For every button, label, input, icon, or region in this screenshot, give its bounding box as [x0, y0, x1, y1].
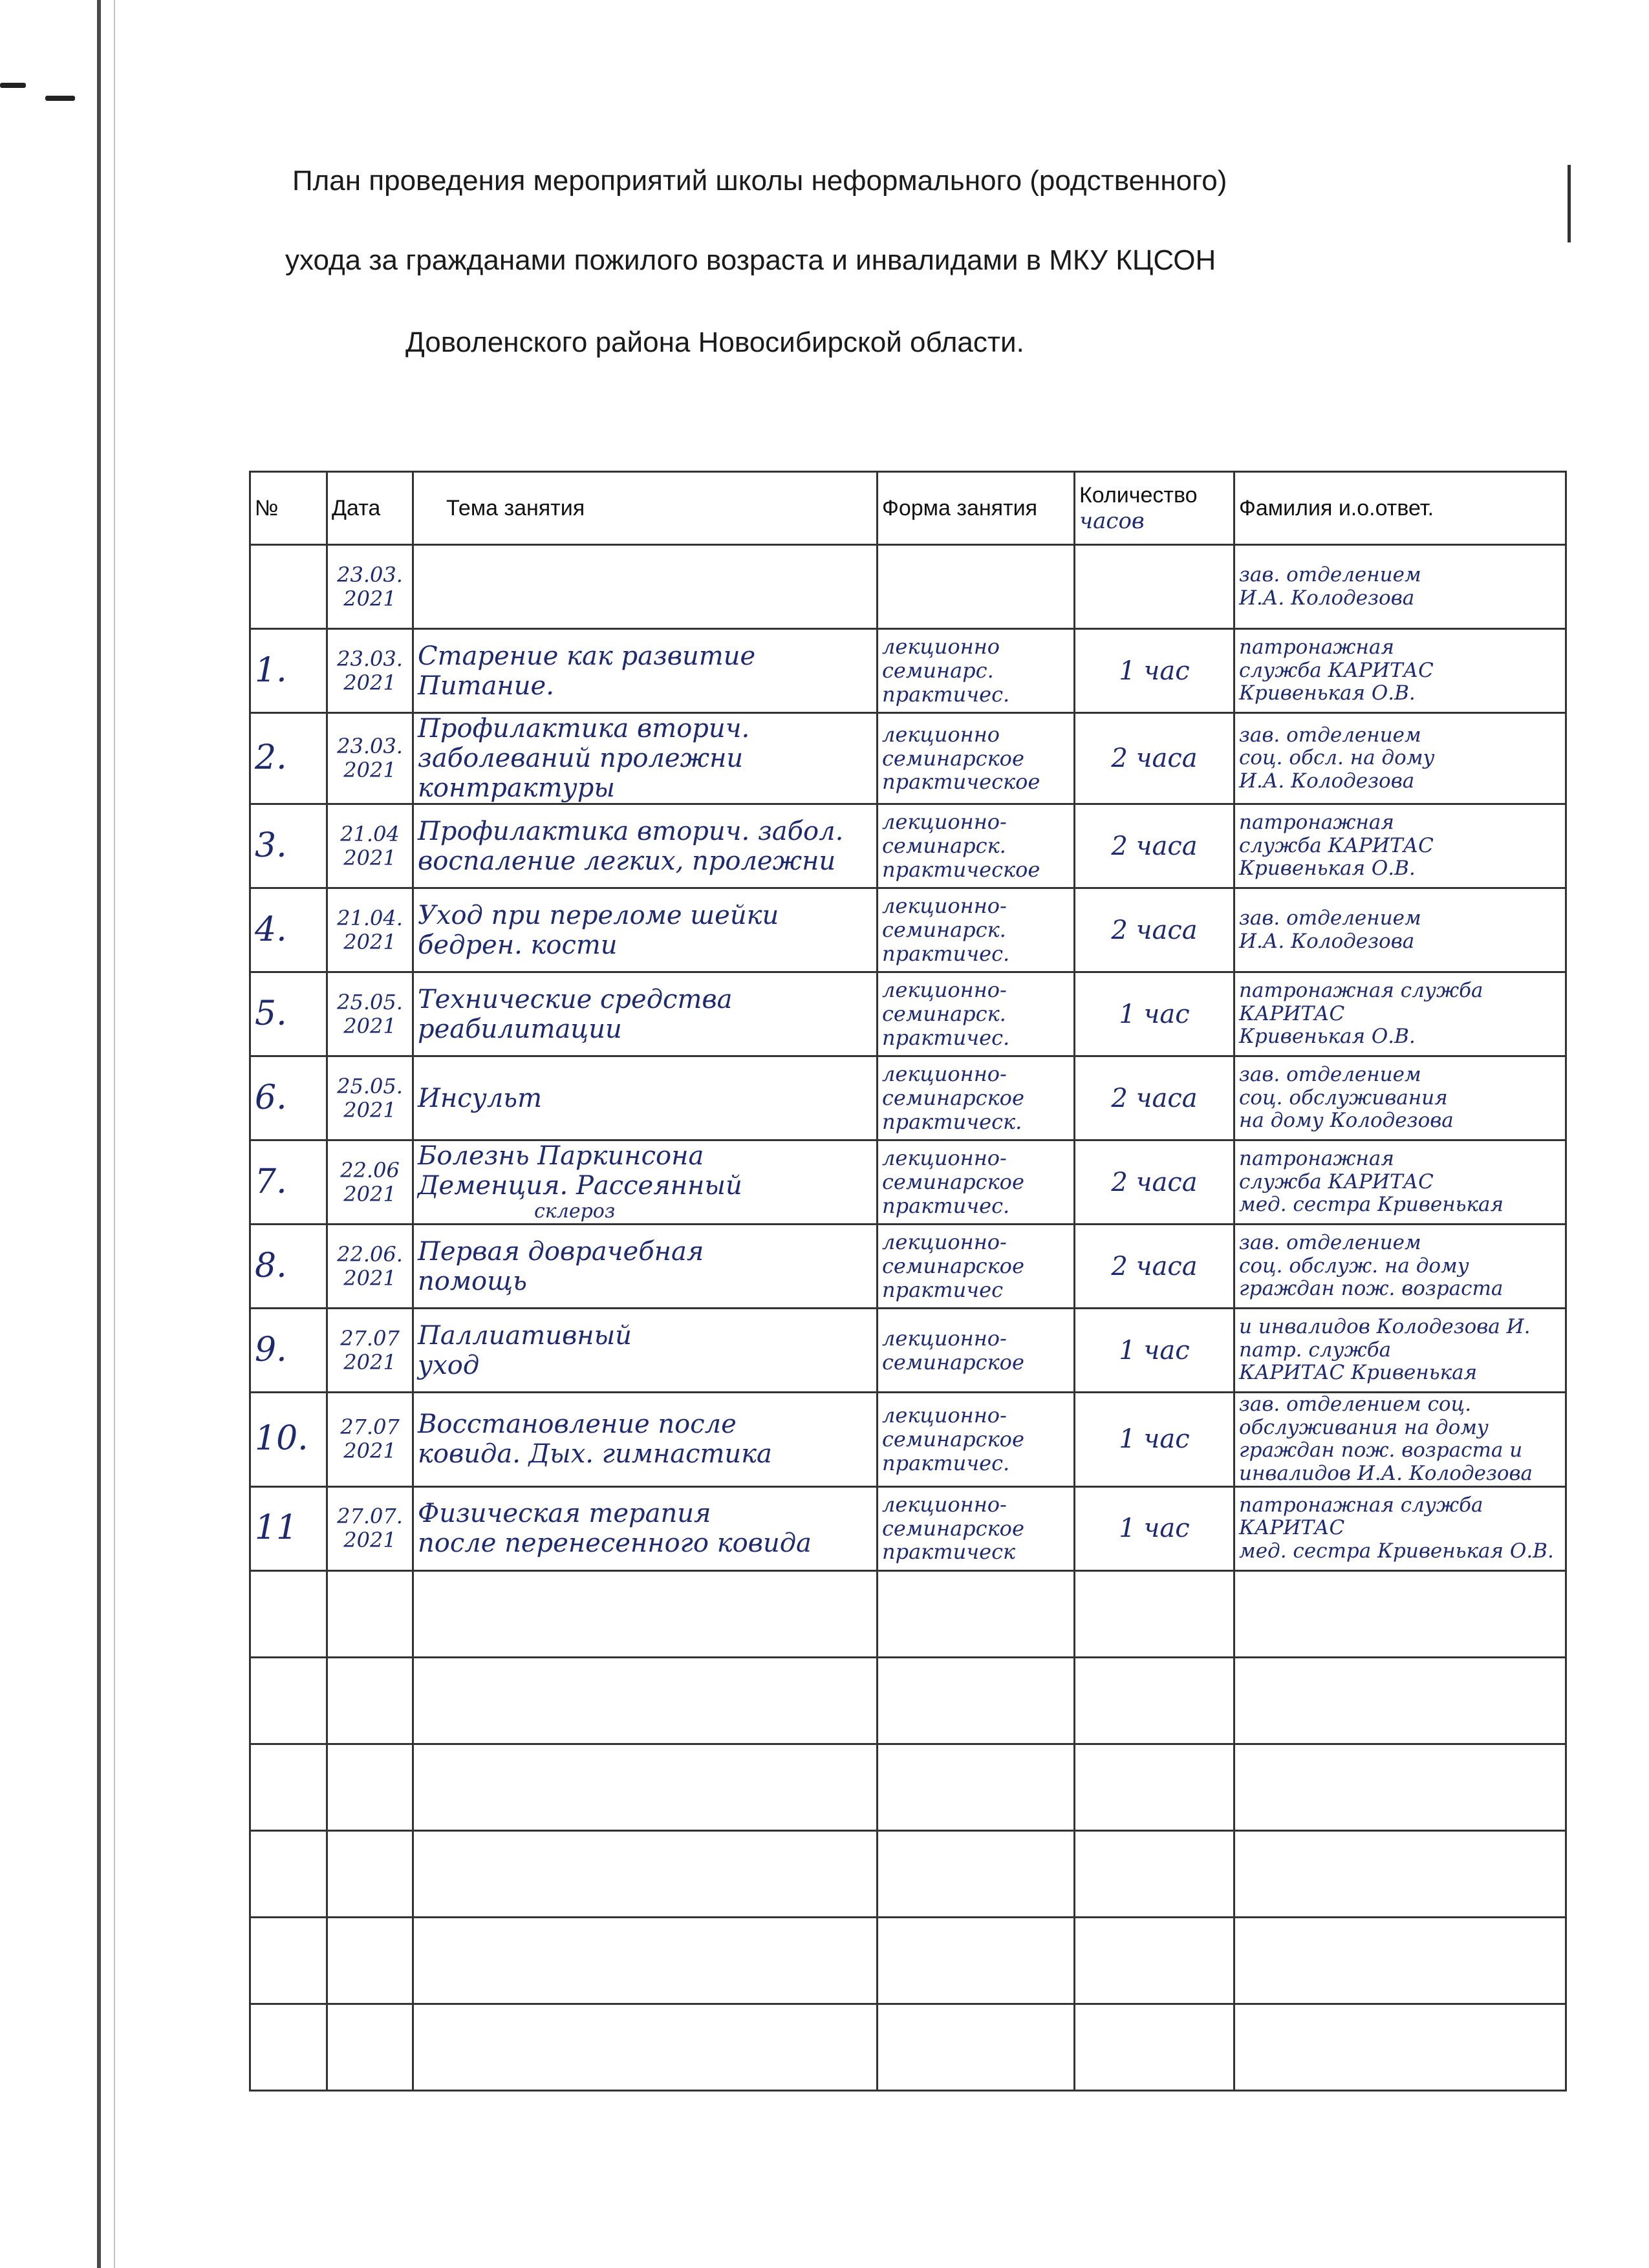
- hours-text: 2 часа: [1111, 744, 1198, 773]
- cell-responsible: [1234, 972, 1566, 1056]
- responsible-text: патронажная служба КАРИТАС мед. сестра Кривенькая О.В.: [1239, 1493, 1554, 1563]
- blank-cell: [878, 1657, 1075, 1744]
- cell-topic: [413, 804, 878, 888]
- cell-date: [327, 713, 413, 804]
- cell-form: [878, 1393, 1075, 1487]
- table-row: [250, 972, 1566, 1056]
- cell-form: [878, 545, 1075, 629]
- date-text: 23.03. 2021: [337, 646, 403, 695]
- title-line-2: ухода за гражданами пожилого возраста и инвалидами в МКУ КЦСОН: [285, 244, 1216, 276]
- cell-responsible: [1234, 1225, 1566, 1309]
- cell-hours: [1075, 1393, 1234, 1487]
- table-row: [250, 1225, 1566, 1309]
- cell-num: [250, 804, 327, 888]
- table-body: [250, 545, 1566, 2091]
- form-text: лекционно- семинарское практическ: [882, 1492, 1024, 1565]
- cell-hours: [1075, 713, 1234, 804]
- cell-topic: [413, 1225, 878, 1309]
- form-text: лекционно- семинарское практическ.: [882, 1062, 1024, 1134]
- blank-table-row: [250, 1744, 1566, 1830]
- topic-extra-text: склероз: [534, 1200, 616, 1223]
- num-text: 8.: [255, 1246, 287, 1285]
- cell-hours: [1075, 888, 1234, 972]
- cell-responsible: [1234, 1393, 1566, 1487]
- table-row: [250, 1309, 1566, 1393]
- form-text: лекционно- семинарское практичес.: [882, 1146, 1024, 1218]
- num-text: 10.: [255, 1419, 308, 1459]
- cell-num: [250, 888, 327, 972]
- hours-text: 1 час: [1119, 1514, 1190, 1544]
- cell-hours: [1075, 1140, 1234, 1225]
- blank-cell: [250, 1657, 327, 1744]
- blank-cell: [1234, 1657, 1566, 1744]
- hours-text: 1 час: [1119, 656, 1190, 686]
- hours-text: 2 часа: [1111, 1167, 1198, 1197]
- cell-num: [250, 972, 327, 1056]
- responsible-text: зав. отделением соц. обслуживания на дому Колодезова: [1239, 1063, 1454, 1133]
- table-row: [250, 1140, 1566, 1225]
- header-topic: Тема занятия: [413, 472, 878, 545]
- blank-table-row: [250, 1830, 1566, 1917]
- responsible-text: патронажная служба КАРИТАС мед. сестра Кривенькая: [1239, 1147, 1504, 1217]
- blank-cell: [413, 2004, 878, 2090]
- form-text: лекционно- семинарск. практичес.: [882, 893, 1010, 966]
- blank-cell: [878, 1917, 1075, 2004]
- topic-text: Первая доврачебная помощь: [418, 1236, 704, 1296]
- blank-cell: [1075, 1917, 1234, 2004]
- cell-responsible: [1234, 629, 1566, 713]
- cell-responsible: [1234, 888, 1566, 972]
- blank-cell: [327, 1570, 413, 1657]
- cell-topic: [413, 713, 878, 804]
- form-text: лекционно семинарское практическое: [882, 722, 1040, 795]
- cell-hours: [1075, 1486, 1234, 1570]
- cell-topic: [413, 1486, 878, 1570]
- table-row: [250, 888, 1566, 972]
- hours-text: 2 часа: [1111, 831, 1198, 861]
- topic-text: Технические средства реабилитации: [418, 984, 733, 1044]
- blank-cell: [413, 1570, 878, 1657]
- header-hours-handwritten: часов: [1079, 508, 1145, 534]
- num-text: 1.: [255, 650, 287, 690]
- blank-cell: [878, 1570, 1075, 1657]
- cell-responsible: [1234, 1486, 1566, 1570]
- cell-form: [878, 1140, 1075, 1225]
- cell-responsible: [1234, 545, 1566, 629]
- topic-text: Инсульт: [418, 1083, 543, 1113]
- hours-text: 1 час: [1119, 1335, 1190, 1365]
- responsible-text: и инвалидов Колодезова И. патр. служба КАРИТАС Кривенькая: [1239, 1315, 1531, 1385]
- cell-num: [250, 1309, 327, 1393]
- hours-text: 1 час: [1119, 999, 1190, 1029]
- date-text: 27.07 2021: [340, 1415, 400, 1464]
- blank-cell: [250, 2004, 327, 2090]
- header-form: Форма занятия: [878, 472, 1075, 545]
- form-text: лекционно семинарс. практичес.: [882, 634, 1010, 707]
- cell-topic: [413, 629, 878, 713]
- cell-hours: [1075, 1309, 1234, 1393]
- blank-table-row: [250, 1657, 1566, 1744]
- num-text: 5.: [255, 994, 287, 1033]
- cell-date: [327, 1393, 413, 1487]
- blank-cell: [878, 1830, 1075, 1917]
- cell-hours: [1075, 629, 1234, 713]
- topic-text: Уход при переломе шейки бедрен. кости: [418, 900, 779, 960]
- form-text: лекционно- семинарское практичес: [882, 1230, 1024, 1302]
- cell-date: [327, 545, 413, 629]
- topic-text: Физическая терапия после перенесенного ковида: [418, 1499, 812, 1559]
- title-line-1: План проведения мероприятий школы неформального (родственного): [292, 165, 1227, 197]
- form-text: лекционно- семинарск. практичес.: [882, 978, 1010, 1050]
- blank-cell: [250, 1570, 327, 1657]
- blank-cell: [1075, 1744, 1234, 1830]
- cell-num: [250, 629, 327, 713]
- blank-cell: [327, 1744, 413, 1830]
- topic-text: Профилактика вторич. заболеваний пролежни контрактуры: [418, 714, 750, 803]
- table-row: [250, 1393, 1566, 1487]
- cell-form: [878, 629, 1075, 713]
- scan-mark: [45, 96, 75, 101]
- header-responsible: Фамилия и.о.ответ.: [1234, 472, 1566, 545]
- cell-topic: [413, 1056, 878, 1140]
- blank-cell: [413, 1830, 878, 1917]
- date-text: 21.04. 2021: [337, 905, 403, 954]
- num-text: 9.: [255, 1330, 287, 1369]
- cell-num: [250, 1056, 327, 1140]
- date-text: 21.04 2021: [340, 821, 400, 870]
- cell-hours: [1075, 804, 1234, 888]
- header-date: Дата: [327, 472, 413, 545]
- cell-date: [327, 1309, 413, 1393]
- cell-date: [327, 1140, 413, 1225]
- cell-topic: [413, 1309, 878, 1393]
- cell-topic: [413, 545, 878, 629]
- cell-responsible: [1234, 713, 1566, 804]
- responsible-text: патронажная служба КАРИТАС Кривенькая О.В.: [1239, 811, 1434, 881]
- table-header-row: [250, 472, 1566, 545]
- blank-cell: [250, 1917, 327, 2004]
- cell-form: [878, 1309, 1075, 1393]
- cell-form: [878, 888, 1075, 972]
- blank-cell: [1075, 1657, 1234, 1744]
- responsible-text: зав. отделением соц. обслуживания на дому граждан пож. возраста и инвалидов И.А. Колодезова: [1239, 1393, 1533, 1485]
- cell-num: [250, 545, 327, 629]
- date-text: 22.06 2021: [340, 1157, 400, 1206]
- cell-responsible: [1234, 1140, 1566, 1225]
- cell-form: [878, 1486, 1075, 1570]
- topic-text: Старение как развитие Питание.: [418, 641, 756, 701]
- blank-cell: [1234, 1830, 1566, 1917]
- hours-text: 1 час: [1119, 1424, 1190, 1455]
- date-text: 22.06. 2021: [337, 1241, 403, 1290]
- responsible-text: зав. отделением И.А. Колодезова: [1239, 562, 1421, 610]
- date-text: 27.07 2021: [340, 1325, 400, 1375]
- cell-form: [878, 713, 1075, 804]
- cell-form: [878, 1225, 1075, 1309]
- cell-num: [250, 713, 327, 804]
- cell-responsible: [1234, 804, 1566, 888]
- cell-hours: [1075, 545, 1234, 629]
- binder-edge-line-inner: [114, 0, 115, 2268]
- responsible-text: зав. отделением соц. обсл. на дому И.А. Колодезова: [1239, 723, 1435, 793]
- cell-num: [250, 1486, 327, 1570]
- topic-text: Паллиативный уход: [418, 1320, 632, 1380]
- cell-responsible: [1234, 1309, 1566, 1393]
- blank-cell: [1075, 2004, 1234, 2090]
- num-text: 4.: [255, 910, 287, 949]
- scan-mark: [0, 83, 26, 88]
- cell-topic: [413, 888, 878, 972]
- events-table: [249, 471, 1567, 2091]
- blank-cell: [250, 1830, 327, 1917]
- cell-responsible: [1234, 1056, 1566, 1140]
- table-row: [250, 804, 1566, 888]
- blank-cell: [1234, 2004, 1566, 2090]
- header-num: №: [250, 472, 327, 545]
- hours-text: 2 часа: [1111, 915, 1198, 945]
- responsible-text: патронажная служба КАРИТАС Кривенькая О.В.: [1239, 979, 1483, 1049]
- cell-date: [327, 972, 413, 1056]
- num-text: 3.: [255, 826, 287, 865]
- blank-table-row: [250, 1917, 1566, 2004]
- form-text: лекционно- семинарское: [882, 1325, 1024, 1375]
- cell-hours: [1075, 1225, 1234, 1309]
- cell-date: [327, 1056, 413, 1140]
- topic-text: Восстановление после ковида. Дых. гимнастика: [418, 1409, 772, 1470]
- blank-table-row: [250, 2004, 1566, 2090]
- table-row: [250, 1486, 1566, 1570]
- topic-text: Профилактика вторич. забол. воспаление легких, пролежни: [418, 816, 844, 876]
- hours-text: 2 часа: [1111, 1251, 1198, 1281]
- cell-num: [250, 1393, 327, 1487]
- table-row: [250, 545, 1566, 629]
- num-text: 2.: [255, 738, 287, 778]
- topic-text: Болезнь Паркинсона Деменция. Рассеянный: [418, 1141, 742, 1201]
- date-text: 25.05. 2021: [337, 989, 403, 1038]
- blank-cell: [327, 1830, 413, 1917]
- cell-date: [327, 1486, 413, 1570]
- num-text: 11: [255, 1508, 298, 1548]
- cell-topic: [413, 1393, 878, 1487]
- cell-num: [250, 1140, 327, 1225]
- cell-num: [250, 1225, 327, 1309]
- form-text: лекционно- семинарск. практическое: [882, 809, 1040, 882]
- header-hours-label: Количество: [1079, 482, 1198, 508]
- title-line-3: Доволенского района Новосибирской области.: [405, 326, 1024, 358]
- hours-text: 2 часа: [1111, 1083, 1198, 1113]
- cell-form: [878, 1056, 1075, 1140]
- blank-cell: [327, 1657, 413, 1744]
- header-hours: [1075, 472, 1234, 545]
- blank-cell: [878, 2004, 1075, 2090]
- blank-cell: [327, 1917, 413, 2004]
- form-text: лекционно- семинарское практичес.: [882, 1403, 1024, 1475]
- blank-cell: [1075, 1830, 1234, 1917]
- cell-date: [327, 629, 413, 713]
- blank-cell: [1075, 1570, 1234, 1657]
- cell-topic: [413, 972, 878, 1056]
- cell-date: [327, 1225, 413, 1309]
- table-row: [250, 713, 1566, 804]
- blank-cell: [1234, 1570, 1566, 1657]
- num-text: 7.: [255, 1162, 287, 1201]
- responsible-text: зав. отделением соц. обслуж. на дому граждан пож. возраста: [1239, 1231, 1503, 1301]
- table-row: [250, 629, 1566, 713]
- cell-hours: [1075, 972, 1234, 1056]
- binder-edge-line: [97, 0, 101, 2268]
- date-text: 23.03. 2021: [337, 734, 403, 782]
- num-text: 6.: [255, 1078, 287, 1117]
- blank-cell: [413, 1657, 878, 1744]
- blank-cell: [327, 2004, 413, 2090]
- blank-cell: [1234, 1744, 1566, 1830]
- responsible-text: зав. отделением И.А. Колодезова: [1239, 906, 1421, 953]
- responsible-text: патронажная служба КАРИТАС Кривенькая О.В.: [1239, 636, 1434, 705]
- date-text: 23.03. 2021: [337, 562, 403, 611]
- cell-topic: [413, 1140, 878, 1225]
- blank-cell: [1234, 1917, 1566, 2004]
- cell-form: [878, 804, 1075, 888]
- blank-cell: [878, 1744, 1075, 1830]
- blank-table-row: [250, 1570, 1566, 1657]
- cell-date: [327, 804, 413, 888]
- blank-cell: [413, 1917, 878, 2004]
- blank-cell: [250, 1744, 327, 1830]
- cell-form: [878, 972, 1075, 1056]
- blank-cell: [413, 1744, 878, 1830]
- cell-date: [327, 888, 413, 972]
- date-text: 25.05. 2021: [337, 1073, 403, 1122]
- table-row: [250, 1056, 1566, 1140]
- date-text: 27.07. 2021: [337, 1504, 403, 1553]
- cell-hours: [1075, 1056, 1234, 1140]
